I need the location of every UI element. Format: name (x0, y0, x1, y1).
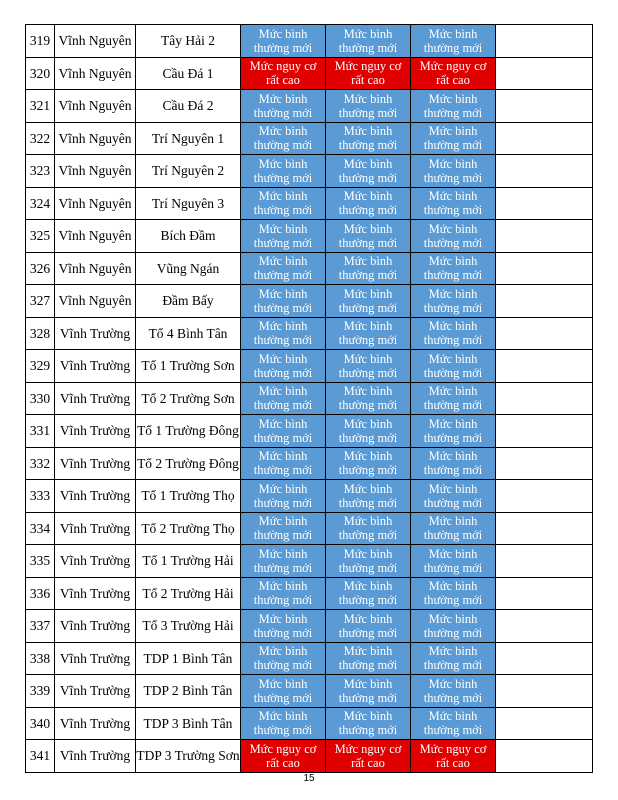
risk-level-table (25, 24, 593, 773)
risk-level-cell: Mức bình thường mới (241, 415, 326, 448)
risk-level-cell: Mức bình thường mới (241, 447, 326, 480)
empty-cell (496, 577, 593, 610)
commune-cell: Vĩnh Nguyên (55, 285, 136, 318)
table-row (26, 220, 593, 253)
table-row (26, 545, 593, 578)
table-row (26, 350, 593, 383)
risk-level-cell: Mức bình thường mới (326, 447, 411, 480)
village-cell: Tây Hải 2 (136, 25, 241, 58)
risk-level-cell: Mức bình thường mới (411, 577, 496, 610)
risk-level-cell: Mức bình thường mới (241, 220, 326, 253)
row-number-cell: 324 (26, 187, 55, 220)
empty-cell (496, 285, 593, 318)
risk-level-cell: Mức bình thường mới (411, 707, 496, 740)
row-number-cell: 327 (26, 285, 55, 318)
risk-level-cell: Mức nguy cơ rất cao (326, 57, 411, 90)
empty-cell (496, 187, 593, 220)
risk-level-cell: Mức bình thường mới (326, 317, 411, 350)
table-row (26, 675, 593, 708)
commune-cell: Vĩnh Nguyên (55, 25, 136, 58)
risk-level-cell: Mức bình thường mới (241, 187, 326, 220)
commune-cell: Vĩnh Nguyên (55, 122, 136, 155)
village-cell: Tổ 2 Trường Đông (136, 447, 241, 480)
risk-level-cell: Mức bình thường mới (326, 122, 411, 155)
row-number-cell: 334 (26, 512, 55, 545)
table-row (26, 187, 593, 220)
village-cell: TDP 3 Bình Tân (136, 707, 241, 740)
empty-cell (496, 155, 593, 188)
risk-level-cell: Mức nguy cơ rất cao (241, 57, 326, 90)
village-cell: Vũng Ngán (136, 252, 241, 285)
village-cell: Bích Đầm (136, 220, 241, 253)
risk-level-cell: Mức bình thường mới (241, 155, 326, 188)
empty-cell (496, 220, 593, 253)
risk-level-cell: Mức bình thường mới (411, 447, 496, 480)
table-row (26, 447, 593, 480)
risk-level-cell: Mức bình thường mới (411, 415, 496, 448)
risk-level-cell: Mức bình thường mới (326, 512, 411, 545)
empty-cell (496, 642, 593, 675)
risk-level-cell: Mức bình thường mới (411, 90, 496, 123)
risk-level-cell: Mức bình thường mới (326, 382, 411, 415)
commune-cell: Vĩnh Nguyên (55, 220, 136, 253)
empty-cell (496, 350, 593, 383)
row-number-cell: 328 (26, 317, 55, 350)
table-row (26, 25, 593, 58)
table-row (26, 317, 593, 350)
risk-level-cell: Mức bình thường mới (241, 122, 326, 155)
risk-level-cell: Mức bình thường mới (326, 707, 411, 740)
risk-level-cell: Mức bình thường mới (326, 252, 411, 285)
risk-level-cell: Mức bình thường mới (241, 382, 326, 415)
village-cell: Trí Nguyên 3 (136, 187, 241, 220)
risk-level-cell: Mức bình thường mới (241, 512, 326, 545)
risk-level-cell: Mức bình thường mới (326, 25, 411, 58)
risk-level-cell: Mức bình thường mới (326, 545, 411, 578)
table-row (26, 252, 593, 285)
commune-cell: Vĩnh Trường (55, 350, 136, 383)
risk-level-cell: Mức nguy cơ rất cao (411, 740, 496, 773)
risk-level-cell: Mức bình thường mới (241, 350, 326, 383)
risk-level-cell: Mức bình thường mới (411, 220, 496, 253)
table-row (26, 57, 593, 90)
risk-level-cell: Mức bình thường mới (241, 610, 326, 643)
empty-cell (496, 252, 593, 285)
risk-level-cell: Mức bình thường mới (241, 577, 326, 610)
row-number-cell: 329 (26, 350, 55, 383)
risk-level-cell: Mức bình thường mới (326, 187, 411, 220)
commune-cell: Vĩnh Nguyên (55, 57, 136, 90)
table-body (26, 25, 593, 773)
commune-cell: Vĩnh Nguyên (55, 155, 136, 188)
empty-cell (496, 447, 593, 480)
risk-level-cell: Mức bình thường mới (241, 675, 326, 708)
risk-level-cell: Mức bình thường mới (241, 252, 326, 285)
row-number-cell: 325 (26, 220, 55, 253)
empty-cell (496, 512, 593, 545)
risk-level-cell: Mức bình thường mới (411, 480, 496, 513)
empty-cell (496, 480, 593, 513)
risk-level-cell: Mức bình thường mới (241, 285, 326, 318)
risk-level-cell: Mức bình thường mới (326, 480, 411, 513)
risk-level-cell: Mức bình thường mới (241, 707, 326, 740)
village-cell: Trí Nguyên 1 (136, 122, 241, 155)
commune-cell: Vĩnh Nguyên (55, 90, 136, 123)
commune-cell: Vĩnh Nguyên (55, 252, 136, 285)
risk-level-cell: Mức bình thường mới (241, 480, 326, 513)
table-row (26, 90, 593, 123)
empty-cell (496, 25, 593, 58)
table-row (26, 740, 593, 773)
risk-level-cell: Mức bình thường mới (411, 350, 496, 383)
commune-cell: Vĩnh Trường (55, 545, 136, 578)
table-row (26, 122, 593, 155)
risk-level-cell: Mức bình thường mới (326, 577, 411, 610)
risk-level-cell: Mức bình thường mới (411, 155, 496, 188)
risk-level-cell: Mức bình thường mới (411, 545, 496, 578)
village-cell: Tổ 1 Trường Đông (136, 415, 241, 448)
village-cell: Đầm Bấy (136, 285, 241, 318)
commune-cell: Vĩnh Trường (55, 707, 136, 740)
empty-cell (496, 90, 593, 123)
empty-cell (496, 415, 593, 448)
risk-level-cell: Mức nguy cơ rất cao (326, 740, 411, 773)
table-row (26, 707, 593, 740)
commune-cell: Vĩnh Trường (55, 512, 136, 545)
commune-cell: Vĩnh Nguyên (55, 187, 136, 220)
commune-cell: Vĩnh Trường (55, 675, 136, 708)
empty-cell (496, 675, 593, 708)
table-row (26, 642, 593, 675)
risk-level-cell: Mức bình thường mới (241, 317, 326, 350)
commune-cell: Vĩnh Trường (55, 740, 136, 773)
row-number-cell: 321 (26, 90, 55, 123)
table-row (26, 155, 593, 188)
risk-level-cell: Mức bình thường mới (411, 675, 496, 708)
commune-cell: Vĩnh Trường (55, 415, 136, 448)
commune-cell: Vĩnh Trường (55, 382, 136, 415)
risk-level-cell: Mức bình thường mới (411, 252, 496, 285)
risk-level-cell: Mức bình thường mới (326, 642, 411, 675)
village-cell: Cầu Đá 1 (136, 57, 241, 90)
table-row (26, 415, 593, 448)
row-number-cell: 339 (26, 675, 55, 708)
village-cell: Cầu Đá 2 (136, 90, 241, 123)
risk-level-cell: Mức nguy cơ rất cao (411, 57, 496, 90)
village-cell: TDP 2 Bình Tân (136, 675, 241, 708)
row-number-cell: 341 (26, 740, 55, 773)
row-number-cell: 323 (26, 155, 55, 188)
commune-cell: Vĩnh Trường (55, 642, 136, 675)
risk-level-cell: Mức bình thường mới (411, 642, 496, 675)
row-number-cell: 333 (26, 480, 55, 513)
village-cell: TDP 1 Bình Tân (136, 642, 241, 675)
village-cell: Tổ 2 Trường Sơn (136, 382, 241, 415)
commune-cell: Vĩnh Trường (55, 577, 136, 610)
village-cell: Tổ 4 Bình Tân (136, 317, 241, 350)
risk-level-cell: Mức bình thường mới (241, 545, 326, 578)
risk-level-cell: Mức bình thường mới (411, 610, 496, 643)
village-cell: Tổ 3 Trường Hải (136, 610, 241, 643)
row-number-cell: 335 (26, 545, 55, 578)
row-number-cell: 340 (26, 707, 55, 740)
risk-level-cell: Mức bình thường mới (326, 220, 411, 253)
risk-level-cell: Mức bình thường mới (411, 512, 496, 545)
village-cell: Tổ 1 Trường Thọ (136, 480, 241, 513)
table-row (26, 285, 593, 318)
commune-cell: Vĩnh Trường (55, 317, 136, 350)
row-number-cell: 319 (26, 25, 55, 58)
village-cell: Tổ 2 Trường Thọ (136, 512, 241, 545)
risk-level-cell: Mức bình thường mới (326, 350, 411, 383)
risk-level-cell: Mức bình thường mới (411, 122, 496, 155)
row-number-cell: 326 (26, 252, 55, 285)
empty-cell (496, 740, 593, 773)
row-number-cell: 332 (26, 447, 55, 480)
empty-cell (496, 382, 593, 415)
table-row (26, 610, 593, 643)
village-cell: Tổ 2 Trường Hải (136, 577, 241, 610)
row-number-cell: 320 (26, 57, 55, 90)
empty-cell (496, 122, 593, 155)
risk-level-cell: Mức bình thường mới (326, 415, 411, 448)
risk-level-cell: Mức nguy cơ rất cao (241, 740, 326, 773)
row-number-cell: 330 (26, 382, 55, 415)
page-number: 15 (303, 773, 315, 784)
commune-cell: Vĩnh Trường (55, 610, 136, 643)
village-cell: Tổ 1 Trường Sơn (136, 350, 241, 383)
risk-level-cell: Mức bình thường mới (411, 25, 496, 58)
risk-level-cell: Mức bình thường mới (411, 187, 496, 220)
village-cell: TDP 3 Trường Sơn (136, 740, 241, 773)
risk-level-cell: Mức bình thường mới (326, 675, 411, 708)
village-cell: Tổ 1 Trường Hải (136, 545, 241, 578)
empty-cell (496, 707, 593, 740)
table-row (26, 382, 593, 415)
row-number-cell: 331 (26, 415, 55, 448)
risk-level-cell: Mức bình thường mới (411, 285, 496, 318)
commune-cell: Vĩnh Trường (55, 447, 136, 480)
empty-cell (496, 317, 593, 350)
row-number-cell: 336 (26, 577, 55, 610)
row-number-cell: 338 (26, 642, 55, 675)
risk-level-cell: Mức bình thường mới (241, 25, 326, 58)
table-row (26, 512, 593, 545)
table-row (26, 480, 593, 513)
commune-cell: Vĩnh Trường (55, 480, 136, 513)
risk-level-cell: Mức bình thường mới (411, 382, 496, 415)
village-cell: Trí Nguyên 2 (136, 155, 241, 188)
risk-level-cell: Mức bình thường mới (326, 90, 411, 123)
row-number-cell: 322 (26, 122, 55, 155)
risk-level-cell: Mức bình thường mới (326, 610, 411, 643)
risk-level-cell: Mức bình thường mới (241, 90, 326, 123)
table-row (26, 577, 593, 610)
risk-level-cell: Mức bình thường mới (326, 155, 411, 188)
risk-level-cell: Mức bình thường mới (326, 285, 411, 318)
row-number-cell: 337 (26, 610, 55, 643)
risk-level-cell: Mức bình thường mới (241, 642, 326, 675)
empty-cell (496, 610, 593, 643)
risk-level-cell: Mức bình thường mới (411, 317, 496, 350)
empty-cell (496, 57, 593, 90)
empty-cell (496, 545, 593, 578)
